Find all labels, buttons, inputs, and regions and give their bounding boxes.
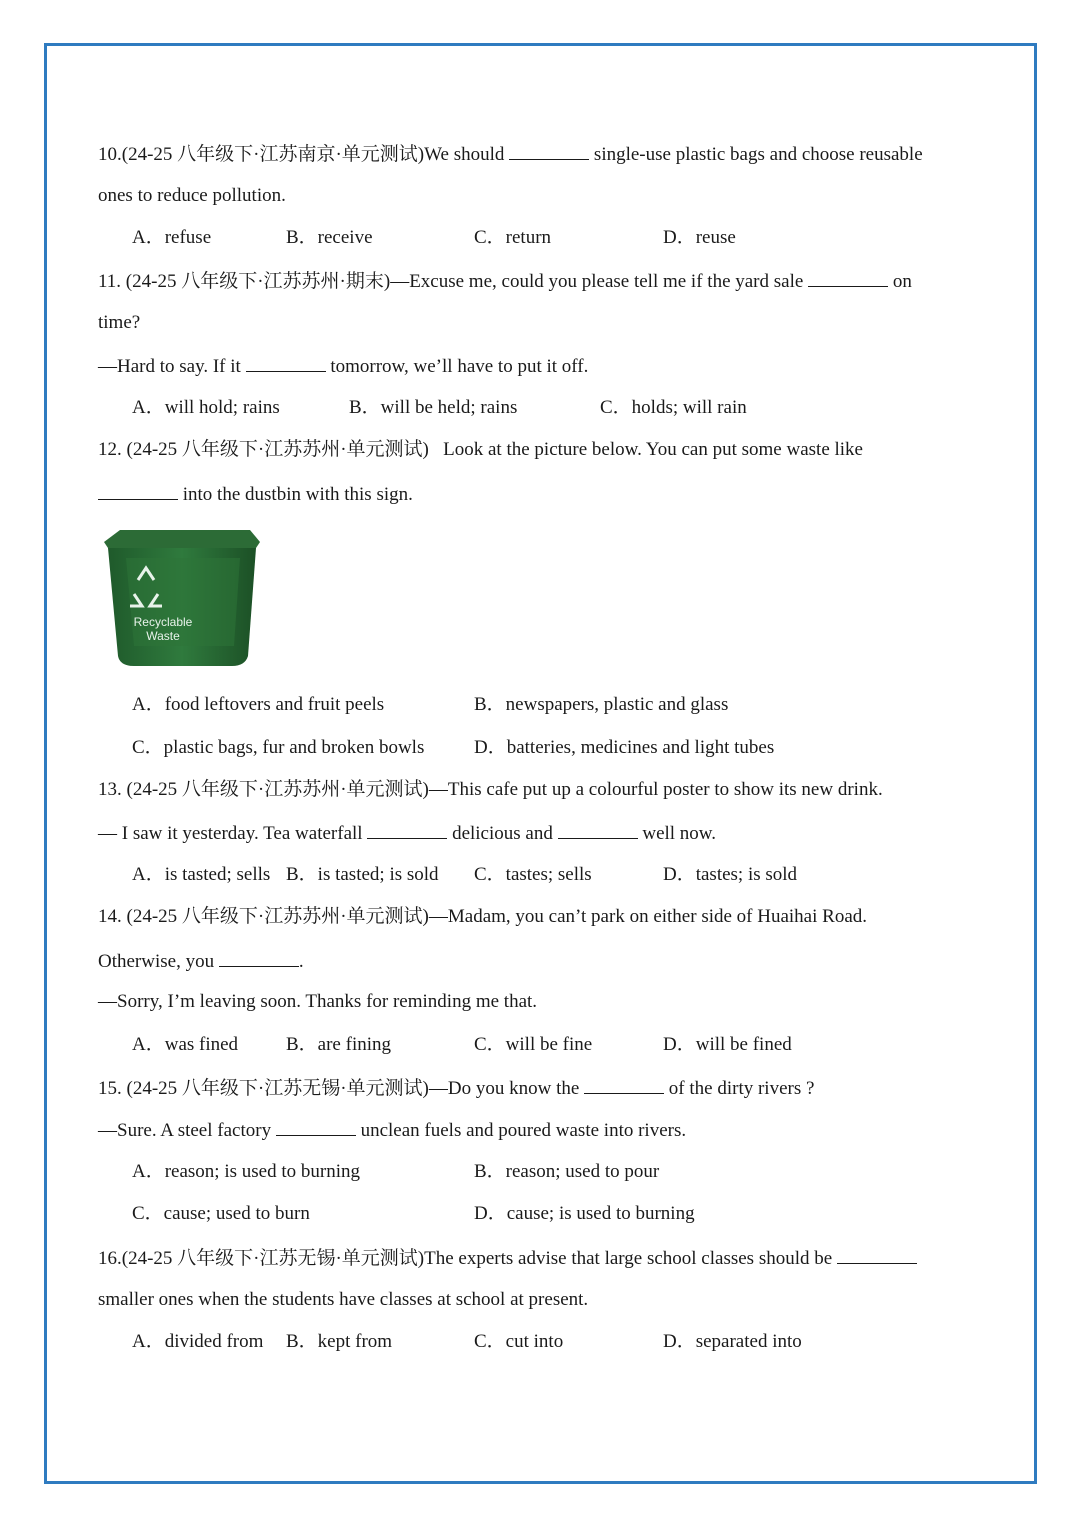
question-12-line-2 [98, 481, 413, 507]
answer-blank [509, 141, 589, 160]
question-number: 12. [98, 439, 122, 460]
question-number: 16. [98, 1248, 122, 1269]
option-b: B．will be held; rains [349, 397, 518, 418]
question-text: —Excuse me, could you please tell me if the yard sale [390, 271, 804, 292]
question-text: single-use plastic bags and choose reusable [593, 144, 923, 165]
option-b: B．kept from [286, 1331, 393, 1352]
question-number: 11. [98, 271, 122, 292]
question-text: —Do you know the [428, 1078, 580, 1099]
question-text: of the dirty rivers ? [668, 1078, 815, 1099]
question-source: (24-25 八年级下·江苏苏州·单元测试) [126, 779, 429, 800]
option-b: B．are fining [286, 1034, 392, 1055]
question-16-line-1 [98, 1245, 917, 1271]
question-text: —Hard to say. If it [98, 356, 241, 377]
question-14-line-3: —Sorry, I’m leaving soon. Thanks for reminding me that. [98, 991, 538, 1012]
question-source: (24-25 八年级下·江苏苏州·期末) [125, 271, 391, 292]
recycling-bin-image [100, 528, 262, 668]
option-a: A．refuse [132, 227, 212, 248]
option-a: A．is tasted; sells [132, 864, 271, 885]
bin-label: Waste [146, 629, 180, 643]
answer-blank [558, 820, 638, 839]
question-11-line-3 [98, 353, 588, 379]
option-c: C．return [474, 227, 552, 248]
option-c: C．tastes; sells [474, 864, 592, 885]
option-b: B．reason; used to pour [474, 1161, 660, 1182]
question-15-line-2 [98, 1117, 686, 1143]
question-text: — I saw it yesterday. Tea waterfall [98, 823, 363, 844]
question-13-line-2 [98, 820, 716, 846]
option-d: D．will be fined [663, 1034, 792, 1055]
option-a: A．divided from [132, 1331, 264, 1352]
question-text: The experts advise that large school classes should be [424, 1248, 833, 1269]
answer-blank [219, 948, 299, 967]
option-d: D．cause; is used to burning [474, 1203, 695, 1224]
answer-blank [246, 353, 326, 372]
question-text: unclean fuels and poured waste into rivers. [360, 1120, 687, 1141]
option-a: A．food leftovers and fruit peels [132, 694, 385, 715]
question-text: into the dustbin with this sign. [182, 484, 413, 505]
question-14-line-2 [98, 948, 304, 974]
option-b: B．receive [286, 227, 373, 248]
question-number: 13. [98, 779, 122, 800]
question-text: Look at the picture below. You can put some waste like [443, 439, 863, 460]
option-b: B．newspapers, plastic and glass [474, 694, 729, 715]
question-10-line-2: ones to reduce pollution. [98, 185, 286, 206]
answer-blank [584, 1075, 664, 1094]
option-d: D．separated into [663, 1331, 802, 1352]
option-a: A．reason; is used to burning [132, 1161, 360, 1182]
question-11-line-2: time? [98, 312, 141, 333]
question-text: We should [424, 144, 505, 165]
option-d: D．reuse [663, 227, 736, 248]
question-text: well now. [642, 823, 717, 844]
question-16-line-2: smaller ones when the students have classes at school at present. [98, 1289, 589, 1310]
answer-blank [837, 1245, 917, 1264]
question-text: delicious and [452, 823, 553, 844]
option-c: C．cut into [474, 1331, 564, 1352]
question-source: (24-25 八年级下·江苏苏州·单元测试) [126, 906, 429, 927]
question-number: 10. [98, 144, 122, 165]
question-text: . [298, 951, 304, 972]
question-number: 15. [98, 1078, 122, 1099]
answer-blank [98, 481, 178, 500]
question-13-line-1 [98, 778, 883, 802]
question-15-line-1 [98, 1075, 814, 1101]
question-source: (24-25 八年级下·江苏无锡·单元测试) [126, 1078, 429, 1099]
option-c: C．cause; used to burn [132, 1203, 310, 1224]
answer-blank [276, 1117, 356, 1136]
answer-blank [808, 268, 888, 287]
question-source: (24-25 八年级下·江苏苏州·单元测试) [126, 439, 429, 460]
question-10-line-1 [98, 141, 923, 167]
question-11-line-1 [98, 268, 912, 294]
option-d: D．batteries, medicines and light tubes [474, 737, 775, 758]
question-text: —Madam, you can’t park on either side of Huaihai Road. [428, 906, 868, 927]
question-text: —This cafe put up a colourful poster to show its new drink. [428, 779, 883, 800]
question-source: (24-25 八年级下·江苏南京·单元测试) [121, 144, 425, 165]
option-c: C．will be fine [474, 1034, 593, 1055]
option-b: B．is tasted; is sold [286, 864, 439, 885]
option-a: A．will hold; rains [132, 397, 280, 418]
option-a: A．was fined [132, 1034, 239, 1055]
question-text: —Sure. A steel factory [98, 1120, 272, 1141]
question-14-line-1 [98, 905, 867, 929]
question-text: tomorrow, we’ll have to put it off. [330, 356, 589, 377]
question-source: (24-25 八年级下·江苏无锡·单元测试) [121, 1248, 425, 1269]
option-d: D．tastes; is sold [663, 864, 798, 885]
question-number: 14. [98, 906, 122, 927]
option-c: C．plastic bags, fur and broken bowls [132, 737, 425, 758]
question-text: on [892, 271, 912, 292]
question-12-line-1 [98, 438, 863, 462]
option-c: C．holds; will rain [600, 397, 747, 418]
bin-label: Recyclable [133, 615, 193, 629]
question-text: Otherwise, you [98, 951, 215, 972]
answer-blank [367, 820, 447, 839]
